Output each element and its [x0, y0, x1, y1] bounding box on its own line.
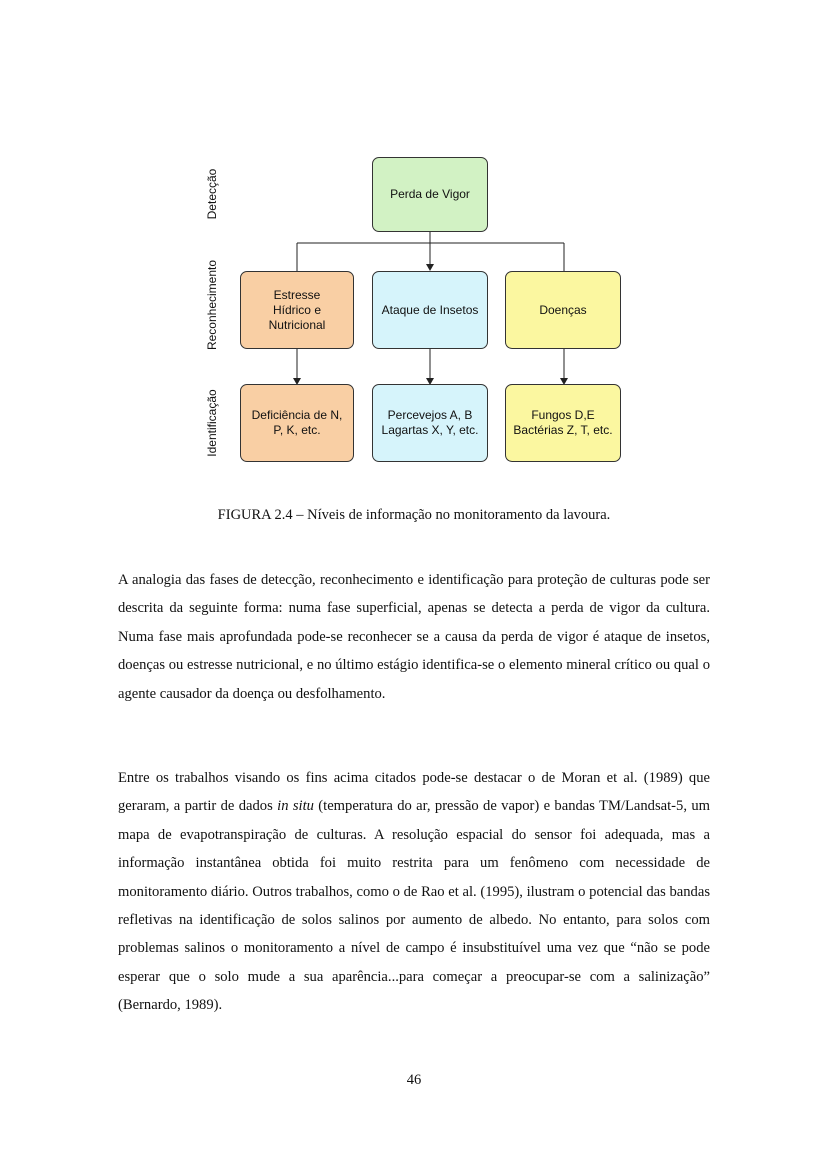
figure-caption: FIGURA 2.4 – Níveis de informação no monitoramento da lavoura.	[217, 507, 611, 523]
paragraph-2-text-a: Entre os trabalhos visando os fins acima citados pode-se destacar o de Moran et al. (1989) que geraram, a partir de dados	[118, 770, 710, 815]
level-label-detection: Detecção	[205, 168, 219, 220]
box-pest-identification: Percevejos A, B Lagartas X, Y, etc.	[372, 384, 488, 462]
information-levels-diagram	[0, 0, 828, 480]
box-nutrient-deficiency: Deficiência de N, P, K, etc.	[240, 384, 354, 462]
box-diseases: Doenças	[505, 271, 621, 349]
body-paragraph-1: A analogia das fases de detecção, reconhecimento e identificação para proteção de culturas pode ser descrita da seguinte forma: numa fase superficial, apenas se detecta a perda de vigor da cultura. Numa fase mais aprofundada pode-se reconhecer se a causa da perda de vigor é ataque de insetos, doenças ou estresse nutricional, e no último estágio identifica-se o elemento mineral crítico ou qual o agente causador da doença ou desfolhamento.	[118, 572, 710, 702]
level-label-recognition: Reconhecimento	[205, 259, 219, 351]
box-nutritional-stress: Estresse Hídrico e Nutricional	[240, 271, 354, 349]
paragraph-2-text-b: (temperatura do ar, pressão de vapor) e bandas TM/Landsat-5, um mapa de evapotranspiração de culturas. A resolução espacial do sensor foi adequada, mas a informação instantânea obtida foi muito restrita para um fenômeno com necessidade de monitoramento diário. Outros trabalhos, como o de Rao et al. (1995), ilustram o potencial das bandas refletivas na identificação de solos salinos por aumento de albedo. No entanto, para solos com problemas salinos o monitoramento a nível de campo é insubstituível uma vez que “não se pode esperar que o solo mude a sua aparência...para começar a preocupar-se com a salinização” (Bernardo, 1989).	[118, 798, 710, 1014]
box-insect-attack: Ataque de Insetos	[372, 271, 488, 349]
box-vigor-loss: Perda de Vigor	[372, 157, 488, 232]
body-paragraph-2	[118, 764, 710, 1020]
box-pathogen-identification: Fungos D,E Bactérias Z, T, etc.	[505, 384, 621, 462]
paragraph-2-italic-term: in situ	[277, 798, 314, 815]
level-label-identification: Identificação	[205, 389, 219, 457]
page-number: 46	[406, 1072, 422, 1088]
